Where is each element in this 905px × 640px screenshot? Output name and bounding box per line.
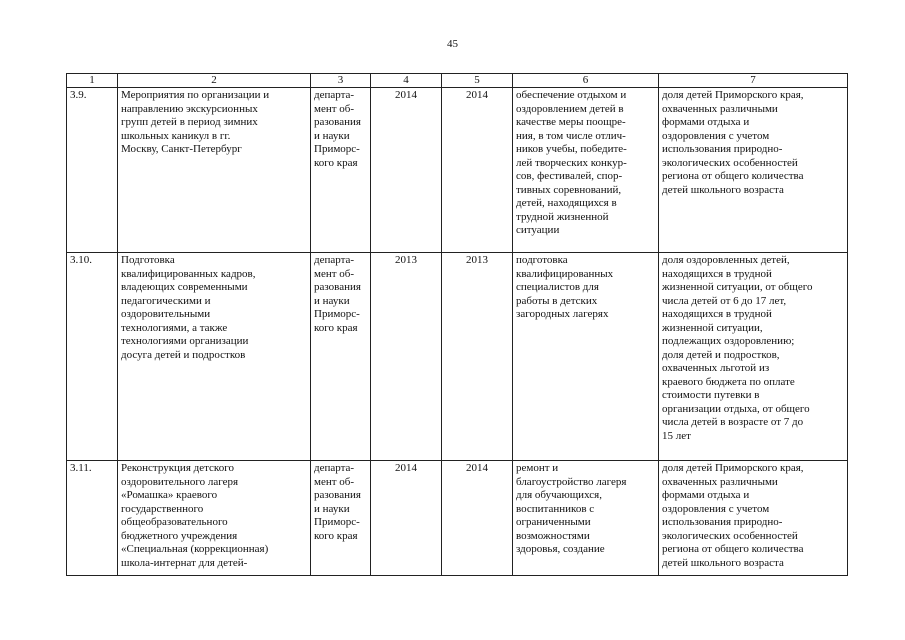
indicator-cell: доля оздоровленных детей, находящихся в трудной жизненной ситуации, от общего числа детей от 6 до 17 лет, находящихся в трудной жизненной ситуации, подлежащих оздоровлению; доля детей и подростков, охваченных льготой из краевого бюджета по оплате стоимости путевки в организации отдыха, от общего числа детей в возрасте от 7 до 15 лет [659,253,848,461]
indicator-cell: доля детей Приморского края, охваченных различными формами отдыха и оздоровления с учетом использования природно- экологических особенностей региона от общего количества детей школьного возраста [659,461,848,576]
header-cell-3: 3 [311,74,371,88]
table-row [67,461,848,576]
event-cell: Подготовка квалифицированных кадров, владеющих современными педагогическими и оздоровительными технологиями, а также технологиями организации досуга детей и подростков [118,253,311,461]
header-cell-4: 4 [371,74,442,88]
executor-cell: департа- мент об- разования и науки Приморс- кого края [311,88,371,253]
event-cell: Мероприятия по организации и направлению экскурсионных групп детей в период зимних школьных каникул в гг. Москву, Санкт-Петербург [118,88,311,253]
row-number: 3.9. [67,88,118,253]
end-year-cell: 2014 [442,88,513,253]
header-cell-6: 6 [513,74,659,88]
program-table [66,73,848,576]
start-year-cell: 2013 [371,253,442,461]
executor-cell: департа- мент об- разования и науки Приморс- кого края [311,253,371,461]
end-year-cell: 2014 [442,461,513,576]
end-year-cell: 2013 [442,253,513,461]
start-year-cell: 2014 [371,88,442,253]
result-cell: обеспечение отдыхом и оздоровлением детей в качестве меры поощре- ния, в том числе отлич- ников учебы, победите- лей творческих конкур- сов, фестивалей, спор- тивных соревнований, детей, находящихся в трудной жизненной ситуации [513,88,659,253]
header-cell-7: 7 [659,74,848,88]
header-cell-2: 2 [118,74,311,88]
event-cell: Реконструкция детского оздоровительного лагеря «Ромашка» краевого государственного общеобразовательного бюджетного учреждения «Специальная (коррекционная) школа-интернат для детей- [118,461,311,576]
result-cell: подготовка квалифицированных специалистов для работы в детских загородных лагерях [513,253,659,461]
table-row [67,88,848,253]
table-row [67,253,848,461]
page-number: 45 [447,38,458,50]
header-row [67,74,848,88]
result-cell: ремонт и благоустройство лагеря для обучающихся, воспитанников с ограниченными возможностями здоровья, создание [513,461,659,576]
row-number: 3.11. [67,461,118,576]
header-cell-5: 5 [442,74,513,88]
row-number: 3.10. [67,253,118,461]
header-cell-1: 1 [67,74,118,88]
start-year-cell: 2014 [371,461,442,576]
indicator-cell: доля детей Приморского края, охваченных различными формами отдыха и оздоровления с учетом использования природно- экологических особенностей региона от общего количества детей школьного возраста [659,88,848,253]
executor-cell: департа- мент об- разования и науки Приморс- кого края [311,461,371,576]
